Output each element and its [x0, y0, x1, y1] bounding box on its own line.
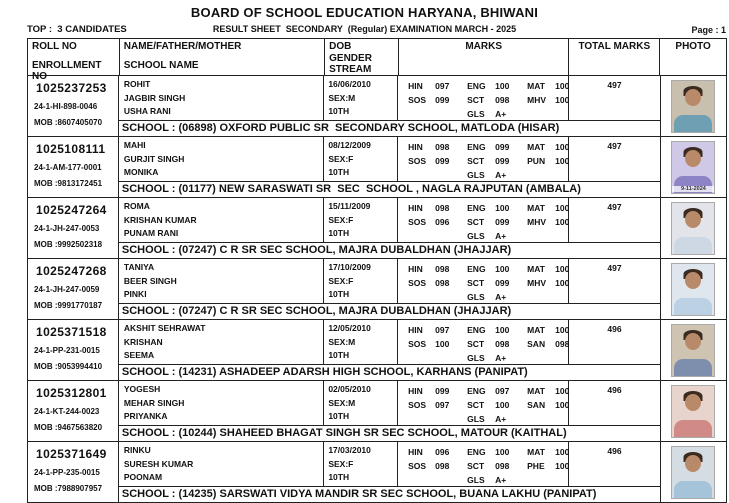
- school-name-line: SCHOOL : (14235) SARSWATI VIDYA MANDIR SR SEC SCHOOL, BUANA LAKHU (PANIPAT): [119, 486, 660, 502]
- candidate-row: [28, 320, 726, 381]
- mobile-number: MOB :9053994410: [34, 362, 103, 371]
- marks-cell: [398, 137, 569, 181]
- sex-value: SEX:F: [328, 458, 354, 469]
- total-marks-value: 497: [607, 141, 622, 151]
- candidate-photo: [671, 202, 715, 255]
- subject-code: MAT: [527, 203, 545, 213]
- subject-marks: 100: [555, 461, 570, 472]
- name-cell: [119, 137, 324, 181]
- photo-shirt-shape: [674, 237, 712, 254]
- candidate-photo: [671, 385, 715, 438]
- details-cell-group: [119, 320, 661, 380]
- mother-name: MONIKA: [123, 167, 159, 178]
- candidate-name: TANIYA: [123, 262, 155, 272]
- photo-cell: [661, 259, 726, 319]
- mother-name: SEEMA: [123, 350, 155, 361]
- subject-marks: 100: [435, 339, 450, 350]
- subject-code: MAT: [527, 325, 545, 335]
- subject-code: HIN: [408, 142, 423, 152]
- subject-marks: 100: [555, 142, 570, 152]
- candidate-row: [28, 137, 726, 198]
- dob-cell: [324, 198, 398, 242]
- subject-code: MAT: [527, 142, 545, 152]
- roll-number: 1025247268: [36, 264, 107, 278]
- total-marks-value: 496: [607, 446, 622, 456]
- marks-cell: [398, 442, 569, 486]
- subject-marks: 096: [435, 447, 450, 457]
- photo-face-shape: [685, 211, 701, 228]
- stream-value: 10TH: [328, 472, 350, 483]
- photo-cell: [661, 320, 726, 380]
- roll-number: 1025371649: [36, 447, 107, 461]
- subject-code: SOS: [408, 339, 427, 350]
- subject-marks: 100: [555, 447, 570, 457]
- subject-marks: 100: [495, 81, 510, 91]
- header-name: [120, 39, 325, 75]
- subject-code: ENG: [467, 264, 486, 274]
- candidate-row: [28, 259, 726, 320]
- dob-value: 02/05/2010: [328, 384, 371, 394]
- mother-name: PRIYANKA: [123, 411, 168, 422]
- grade-value: A+: [495, 109, 507, 120]
- grade-code: GLS: [467, 414, 485, 425]
- subject-marks: 100: [555, 95, 570, 106]
- school-name-line: SCHOOL : (07247) C R SR SEC SCHOOL, MAJRA DUBALDHAN (JHAJJAR): [119, 303, 660, 319]
- subject-marks: 099: [495, 217, 510, 228]
- header-total-marks: TOTAL MARKS: [569, 39, 660, 75]
- enrollment-number: 24-1-HI-898-0046: [34, 102, 98, 111]
- subject-code: SOS: [408, 95, 427, 106]
- photo-cell: [661, 76, 726, 136]
- subject-code: HIN: [408, 325, 423, 335]
- school-name-line: SCHOOL : (07247) C R SR SEC SCHOOL, MAJRA DUBALDHAN (JHAJJAR): [119, 242, 660, 258]
- total-marks-value: 496: [607, 385, 622, 395]
- total-marks-value: 497: [607, 202, 622, 212]
- school-name-line: SCHOOL : (06898) OXFORD PUBLIC SR SECONDARY SCHOOL, MATLODA (HISAR): [119, 120, 660, 136]
- subject-marks: 099: [495, 156, 510, 167]
- meta-strip: [27, 24, 726, 35]
- dob-value: 12/05/2010: [328, 323, 371, 333]
- candidate-photo: [671, 80, 715, 133]
- subject-marks: 097: [435, 400, 450, 411]
- father-name: SURESH KUMAR: [123, 458, 194, 469]
- subject-code: SCT: [467, 156, 485, 167]
- roll-cell: [28, 198, 119, 258]
- roll-number: 1025237253: [36, 81, 107, 95]
- name-cell: [119, 381, 324, 425]
- header-gender: GENDER: [329, 52, 372, 64]
- dob-cell: [324, 137, 398, 181]
- details-cell-group: [119, 76, 661, 136]
- subject-code: HIN: [408, 81, 423, 91]
- roll-number: 1025108111: [36, 142, 106, 156]
- mobile-number: MOB :9467563820: [34, 423, 103, 432]
- candidate-row: [28, 381, 726, 442]
- subject-code: PUN: [527, 156, 546, 167]
- father-name: MEHAR SINGH: [123, 397, 185, 408]
- roll-cell: [28, 381, 119, 441]
- mobile-number: MOB :9991770187: [34, 301, 103, 310]
- enrollment-number: 24-1-JH-247-0053: [34, 224, 100, 233]
- subject-marks: 097: [495, 386, 510, 396]
- enrollment-number: 24-1-PP-235-0015: [34, 468, 100, 477]
- subject-marks: 098: [435, 203, 450, 213]
- subject-marks: 098: [495, 95, 510, 106]
- subject-code: SAN: [527, 339, 546, 350]
- photo-cell: [661, 198, 726, 258]
- subject-code: SOS: [408, 278, 427, 289]
- photo-shirt-shape: [674, 115, 712, 132]
- name-cell: [119, 198, 324, 242]
- enrollment-number: 24-1-KT-244-0023: [34, 407, 100, 416]
- top-candidates-label: TOP : 3 CANDIDATES: [27, 24, 127, 35]
- candidate-row: [28, 442, 726, 503]
- subject-code: ENG: [467, 447, 486, 457]
- result-table: [27, 38, 727, 503]
- dob-value: 17/03/2010: [328, 445, 371, 455]
- subject-code: ENG: [467, 203, 486, 213]
- details-cell-group: [119, 137, 661, 197]
- candidate-name: MAHI: [123, 140, 146, 150]
- candidate-name: YOGESH: [123, 384, 161, 394]
- subject-code: MAT: [527, 264, 545, 274]
- photo-face-shape: [685, 272, 701, 289]
- subject-marks: 100: [555, 325, 570, 335]
- subject-marks: 099: [495, 142, 510, 152]
- subject-marks: 098: [495, 461, 510, 472]
- dob-cell: [324, 76, 398, 120]
- header-name-line1: NAME/FATHER/MOTHER: [123, 41, 242, 52]
- mobile-number: MOB :7988907957: [34, 484, 103, 493]
- total-marks-value: 497: [607, 263, 622, 273]
- subject-code: MAT: [527, 447, 545, 457]
- father-name: KRISHAN KUMAR: [123, 214, 197, 225]
- subject-marks: 100: [555, 278, 570, 289]
- header-photo: PHOTO: [675, 41, 711, 52]
- photo-cell: [661, 381, 726, 441]
- name-cell: [119, 442, 324, 486]
- details-cell-group: [119, 259, 661, 319]
- dob-value: 15/11/2009: [328, 201, 371, 211]
- sex-value: SEX:F: [328, 275, 354, 286]
- school-name-line: SCHOOL : (10244) SHAHEED BHAGAT SINGH SR SEC SCHOOL, MATOUR (KAITHAL): [119, 425, 660, 441]
- grade-value: A+: [495, 231, 507, 242]
- roll-cell: [28, 137, 119, 197]
- candidate-photo: [671, 324, 715, 377]
- subject-marks: 096: [435, 217, 450, 228]
- subject-code: ENG: [467, 81, 486, 91]
- dob-cell: [324, 320, 398, 364]
- subject-code: MAT: [527, 386, 545, 396]
- header-school-line: SCHOOL NAME: [123, 59, 199, 71]
- enrollment-number: 24-1-PP-231-0015: [34, 346, 100, 355]
- mother-name: PINKI: [123, 289, 147, 300]
- mobile-number: MOB :9813172451: [34, 179, 103, 188]
- subject-marks: 100: [495, 400, 510, 411]
- grade-code: GLS: [467, 292, 485, 303]
- photo-face-shape: [685, 333, 701, 350]
- subject-code: MHV: [527, 95, 547, 106]
- father-name: GURJIT SINGH: [123, 153, 185, 164]
- photo-shirt-shape: [674, 481, 712, 498]
- subject-code: SAN: [527, 400, 546, 411]
- marks-cell: [398, 320, 569, 364]
- sex-value: SEX:M: [328, 397, 356, 408]
- subject-code: SOS: [408, 400, 427, 411]
- header-enrollment-line: ENROLLMENT NO: [32, 59, 102, 82]
- subject-code: MHV: [527, 217, 547, 228]
- subject-marks: 100: [555, 264, 570, 274]
- details-cell-group: [119, 442, 661, 502]
- candidate-row: [28, 198, 726, 259]
- subject-marks: 100: [495, 447, 510, 457]
- header-marks: MARKS: [399, 39, 570, 75]
- subject-code: MAT: [527, 81, 545, 91]
- candidate-row: [28, 76, 726, 137]
- grade-code: GLS: [467, 109, 485, 120]
- roll-cell: [28, 442, 119, 502]
- dob-cell: [324, 381, 398, 425]
- candidate-photo: [671, 446, 715, 499]
- enrollment-number: 24-1-AM-177-0001: [34, 163, 102, 172]
- photo-face-shape: [685, 150, 701, 167]
- grade-value: A+: [495, 475, 507, 486]
- subject-marks: 099: [435, 156, 450, 167]
- subject-marks: 098: [435, 142, 450, 152]
- subject-marks: 100: [555, 156, 570, 167]
- subject-code: HIN: [408, 386, 423, 396]
- candidate-photo: [671, 141, 715, 194]
- subject-marks: 100: [495, 264, 510, 274]
- photo-face-shape: [685, 89, 701, 106]
- subject-code: ENG: [467, 386, 486, 396]
- subject-marks: 100: [555, 81, 570, 91]
- roll-cell: [28, 259, 119, 319]
- subject-code: SCT: [467, 95, 485, 106]
- candidate-name: RINKU: [123, 445, 151, 455]
- subject-marks: 098: [435, 264, 450, 274]
- details-cell-group: [119, 381, 661, 441]
- father-name: JAGBIR SINGH: [123, 92, 186, 103]
- stream-value: 10TH: [328, 106, 350, 117]
- stream-value: 10TH: [328, 228, 350, 239]
- subject-code: SOS: [408, 156, 427, 167]
- dob-value: 16/06/2010: [328, 79, 371, 89]
- grade-code: GLS: [467, 231, 485, 242]
- stream-value: 10TH: [328, 411, 350, 422]
- dob-value: 08/12/2009: [328, 140, 371, 150]
- photo-face-shape: [685, 455, 701, 472]
- mobile-number: MOB :9992502318: [34, 240, 103, 249]
- subject-code: SCT: [467, 217, 485, 228]
- stream-value: 10TH: [328, 350, 350, 361]
- subject-marks: 099: [435, 386, 450, 396]
- photo-date-stamp: 9-11-2024: [672, 186, 714, 192]
- total-marks-value: 496: [607, 324, 622, 334]
- subject-marks: 100: [555, 400, 570, 411]
- candidate-name: ROHIT: [123, 79, 151, 89]
- stream-value: 10TH: [328, 167, 350, 178]
- marks-cell: [398, 198, 569, 242]
- header-roll-line1: ROLL NO: [32, 41, 77, 52]
- roll-number: 1025371518: [36, 325, 107, 339]
- subject-marks: 098: [435, 278, 450, 289]
- marks-cell: [398, 76, 569, 120]
- sex-value: SEX:F: [328, 153, 354, 164]
- name-cell: [119, 320, 324, 364]
- grade-code: GLS: [467, 170, 485, 181]
- subject-marks: 098: [435, 461, 450, 472]
- sex-value: SEX:F: [328, 214, 354, 225]
- mother-name: POONAM: [123, 472, 163, 483]
- grade-value: A+: [495, 353, 507, 364]
- photo-face-shape: [685, 394, 701, 411]
- photo-cell: [661, 442, 726, 502]
- roll-number: 1025312801: [36, 386, 107, 400]
- stream-value: 10TH: [328, 289, 350, 300]
- subject-marks: 099: [495, 278, 510, 289]
- subject-marks: 098: [555, 339, 570, 350]
- name-cell: [119, 259, 324, 303]
- dob-cell: [324, 442, 398, 486]
- page-number-label: Page : 1: [691, 25, 726, 35]
- subject-code: HIN: [408, 447, 423, 457]
- subject-code: SCT: [467, 278, 485, 289]
- photo-cell: [661, 137, 726, 197]
- subject-code: SOS: [408, 461, 427, 472]
- mobile-number: MOB :8607405070: [34, 118, 103, 127]
- subject-code: HIN: [408, 203, 423, 213]
- grade-value: A+: [495, 292, 507, 303]
- table-header-row: [28, 39, 726, 82]
- name-cell: [119, 76, 324, 120]
- header-dob-gender-stream: [325, 39, 399, 75]
- subject-marks: 100: [495, 325, 510, 335]
- header-dob: DOB: [329, 41, 352, 52]
- subject-code: ENG: [467, 142, 486, 152]
- dob-value: 17/10/2009: [328, 262, 371, 272]
- subject-code: ENG: [467, 325, 486, 335]
- sex-value: SEX:M: [328, 336, 356, 347]
- subject-marks: 098: [495, 339, 510, 350]
- subject-marks: 100: [555, 217, 570, 228]
- candidate-photo: [671, 263, 715, 316]
- school-name-line: SCHOOL : (01177) NEW SARASWATI SR SEC SCHOOL , NAGLA RAJPUTAN (AMBALA): [119, 181, 660, 197]
- subject-marks: 097: [435, 81, 450, 91]
- total-marks-value: 497: [607, 80, 622, 90]
- subject-marks: 097: [435, 325, 450, 335]
- dob-cell: [324, 259, 398, 303]
- father-name: BEER SINGH: [123, 275, 177, 286]
- mother-name: USHA RANI: [123, 106, 171, 117]
- father-name: KRISHAN: [123, 336, 163, 347]
- details-cell-group: [119, 198, 661, 258]
- header-stream: STREAM: [329, 64, 372, 75]
- photo-shirt-shape: [674, 359, 712, 376]
- subject-marks: 100: [555, 203, 570, 213]
- grade-value: A+: [495, 414, 507, 425]
- marks-cell: [398, 259, 569, 303]
- roll-cell: [28, 320, 119, 380]
- header-roll-no: [28, 39, 120, 82]
- grade-code: GLS: [467, 475, 485, 486]
- subject-code: PHE: [527, 461, 545, 472]
- roll-number: 1025247264: [36, 203, 107, 217]
- subject-code: SCT: [467, 339, 485, 350]
- candidate-name: AKSHIT SEHRAWAT: [123, 323, 206, 333]
- subject-code: MHV: [527, 278, 547, 289]
- photo-shirt-shape: [674, 420, 712, 437]
- marks-cell: [398, 381, 569, 425]
- subject-code: SCT: [467, 400, 485, 411]
- result-sheet-subtitle: RESULT SHEET SECONDARY (Regular) EXAMINATION MARCH - 2025: [212, 24, 517, 34]
- subject-code: HIN: [408, 264, 423, 274]
- grade-code: GLS: [467, 353, 485, 364]
- subject-marks: 099: [435, 95, 450, 106]
- subject-code: SOS: [408, 217, 427, 228]
- subject-code: SCT: [467, 461, 485, 472]
- school-name-line: SCHOOL : (14231) ASHADEEP ADARSH HIGH SCHOOL, KARHANS (PANIPAT): [119, 364, 660, 380]
- enrollment-number: 24-1-JH-247-0059: [34, 285, 100, 294]
- subject-marks: 100: [555, 386, 570, 396]
- sex-value: SEX:M: [328, 92, 356, 103]
- candidate-name: ROMA: [123, 201, 150, 211]
- photo-shirt-shape: [674, 298, 712, 315]
- grade-value: A+: [495, 170, 507, 181]
- subject-marks: 100: [495, 203, 510, 213]
- roll-cell: [28, 76, 119, 136]
- mother-name: PUNAM RANI: [123, 228, 179, 239]
- board-title: BOARD OF SCHOOL EDUCATION HARYANA, BHIWANI: [190, 5, 539, 20]
- table-body: [28, 76, 726, 503]
